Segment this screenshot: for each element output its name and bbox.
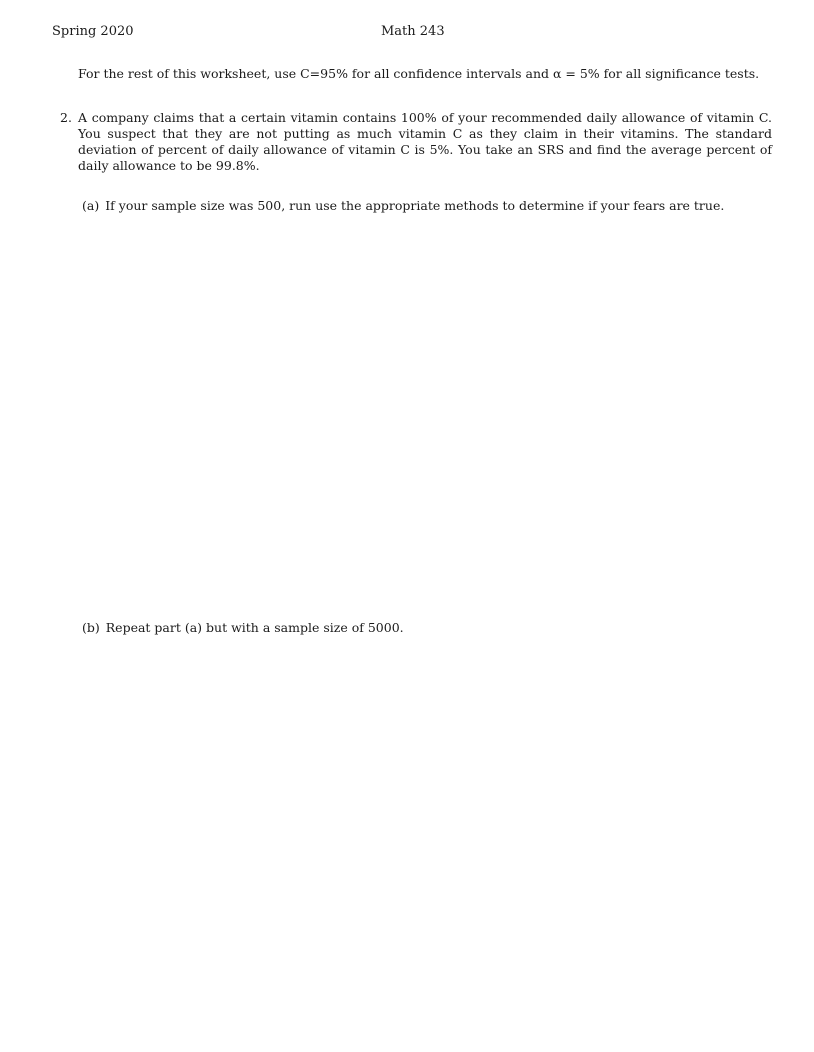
part-b-label: (b)	[82, 620, 100, 635]
problem-statement: A company claims that a certain vitamin contains 100% of your recommended daily allowance of vitamin C. You suspect that they are not putting as much vitamin C as they claim in their vitamins. The standard deviation of percent of daily allowance of vitamin C is 5%. You take an SRS and find the average percent of daily allowance to be 99.8%.	[78, 110, 772, 173]
header-term: Spring 2020	[52, 24, 134, 39]
header-course: Math 243	[381, 24, 445, 39]
problem-number: 2.	[60, 110, 72, 125]
part-b	[82, 620, 404, 636]
part-b-text: Repeat part (a) but with a sample size of 5000.	[105, 620, 404, 635]
worksheet-instructions: For the rest of this worksheet, use C=95% for all confidence intervals and α = 5% for all significance tests.	[78, 66, 760, 81]
problem-2	[60, 110, 772, 174]
part-a-text: If your sample size was 500, run use the appropriate methods to determine if your fears are true.	[105, 198, 725, 213]
part-a	[82, 198, 724, 214]
part-a-label: (a)	[82, 198, 100, 213]
